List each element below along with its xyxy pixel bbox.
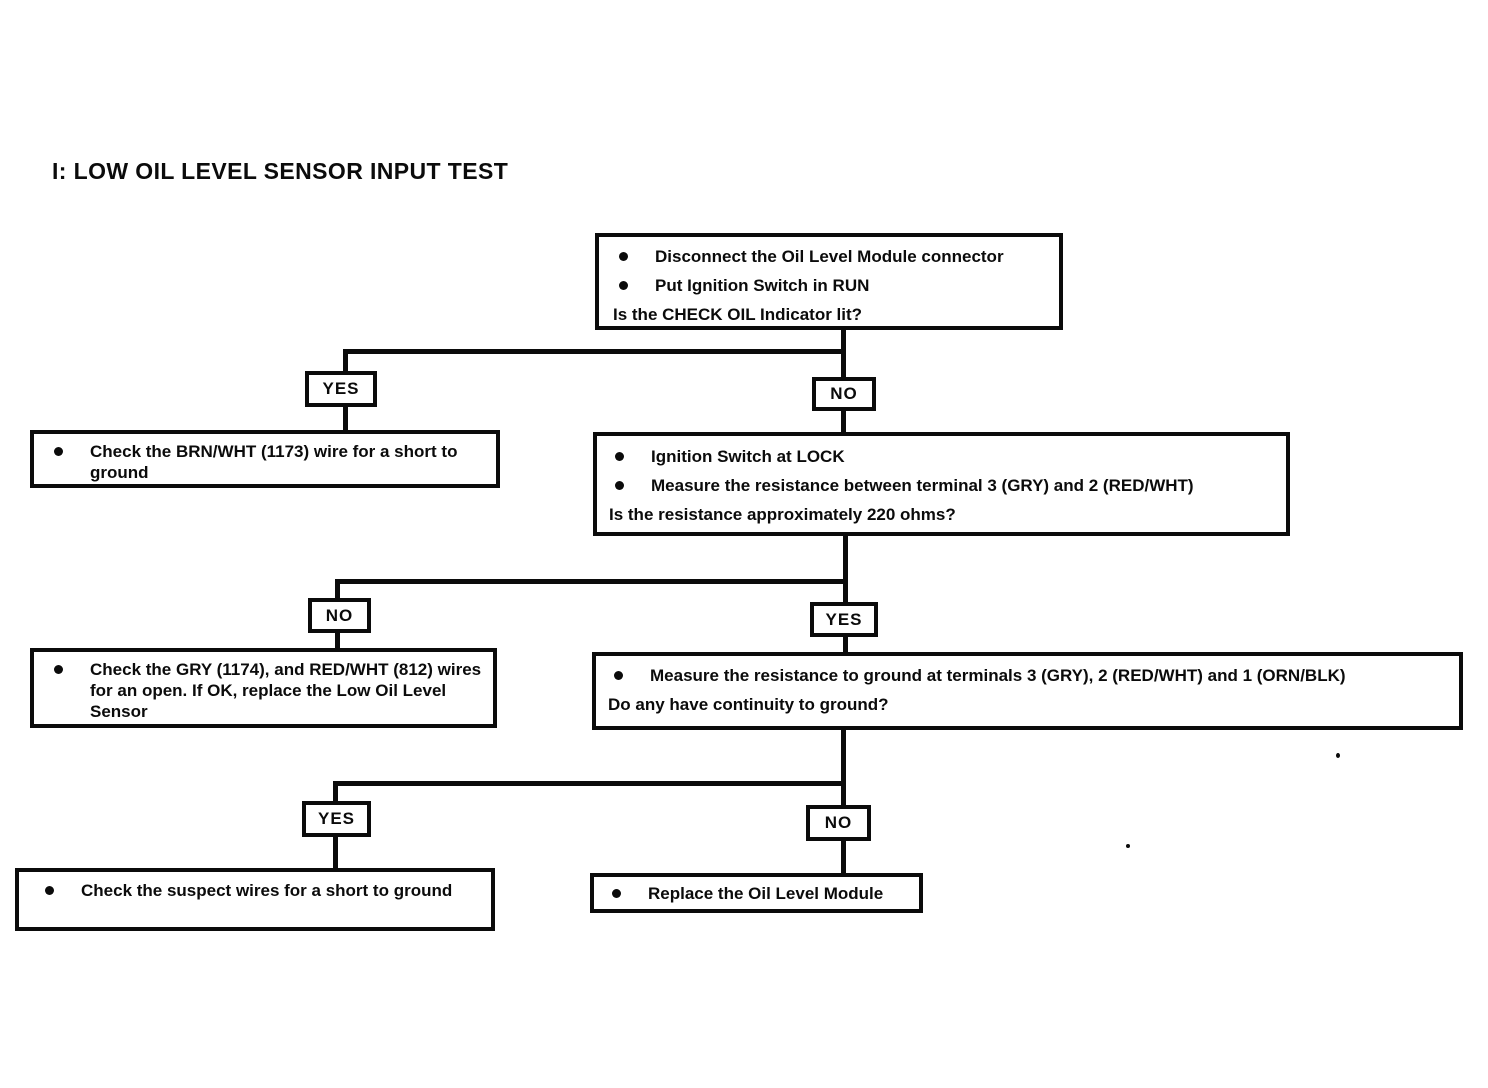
node-check-brn-wht [30, 430, 500, 488]
decision-label-yes-2: YES [810, 602, 878, 637]
node-lock-resistance [593, 432, 1290, 536]
bullet-row [609, 475, 1278, 496]
connector-line [843, 635, 848, 652]
bullet-row [48, 659, 485, 722]
connector-line [343, 349, 348, 371]
connector-line [841, 730, 846, 805]
bullet-row [48, 441, 488, 483]
connector-line [333, 781, 846, 786]
bullet-col [606, 883, 648, 898]
decision-label-no-2: NO [308, 598, 371, 633]
step-text: Put Ignition Switch in RUN [655, 276, 870, 295]
bullet-col [613, 246, 655, 261]
bullet-icon [614, 671, 623, 680]
decision-label-no-1: NO [812, 377, 876, 411]
node-check-suspect [15, 868, 495, 931]
scan-speck [1126, 844, 1130, 848]
bullet-row [608, 665, 1451, 686]
bullet-col [48, 441, 90, 456]
connector-line [843, 536, 848, 602]
connector-line [333, 781, 338, 801]
bullet-row [39, 880, 483, 901]
bullet-col [609, 446, 651, 461]
bullet-col [609, 475, 651, 490]
connector-line [335, 631, 340, 648]
node-replace-module [590, 873, 923, 913]
bullet-col [613, 275, 655, 290]
node-ground-continuity [592, 652, 1463, 730]
bullet-icon [54, 665, 63, 674]
step-text: Ignition Switch at LOCK [651, 447, 845, 466]
step-text: Measure the resistance between terminal 3 (GRY) and 2 (RED/WHT) [651, 476, 1194, 495]
step-text: Disconnect the Oil Level Module connector [655, 247, 1004, 266]
bullet-col [48, 659, 90, 674]
connector-line [841, 409, 846, 432]
bullet-col [608, 665, 650, 680]
bullet-icon [54, 447, 63, 456]
step-text: Replace the Oil Level Module [648, 884, 884, 903]
question-text: Do any have continuity to ground? [608, 695, 889, 714]
bullet-row [606, 883, 913, 904]
decision-label-no-3: NO [806, 805, 871, 841]
bullet-icon [612, 889, 621, 898]
scan-speck [1336, 753, 1340, 758]
connector-line [841, 839, 846, 873]
bullet-row [613, 275, 1051, 296]
node-start [595, 233, 1063, 330]
step-text: Check the suspect wires for a short to ground [81, 881, 453, 900]
connector-line [335, 579, 340, 598]
bullet-icon [45, 886, 54, 895]
bullet-row [613, 246, 1051, 267]
bullet-icon [619, 281, 628, 290]
bullet-row [609, 446, 1278, 467]
bullet-icon [619, 252, 628, 261]
page-title: I: LOW OIL LEVEL SENSOR INPUT TEST [52, 158, 509, 184]
decision-label-yes-3: YES [302, 801, 371, 837]
question-text: Is the CHECK OIL Indicator lit? [613, 305, 863, 324]
connector-line [343, 405, 348, 430]
connector-line [335, 579, 848, 584]
connector-line [343, 349, 846, 354]
step-text: Check the GRY (1174), and RED/WHT (812) wires for an open. If OK, replace the Low Oil Level Sensor [90, 660, 482, 721]
step-text: Measure the resistance to ground at terminals 3 (GRY), 2 (RED/WHT) and 1 (ORN/BLK) [650, 666, 1346, 685]
connector-line [333, 835, 338, 868]
bullet-col [39, 880, 81, 895]
bullet-icon [615, 452, 624, 461]
bullet-icon [615, 481, 624, 490]
step-text: Check the BRN/WHT (1173) wire for a short to ground [90, 442, 458, 482]
question-text: Is the resistance approximately 220 ohms? [609, 505, 956, 524]
decision-label-yes-1: YES [305, 371, 377, 407]
node-check-open [30, 648, 497, 728]
